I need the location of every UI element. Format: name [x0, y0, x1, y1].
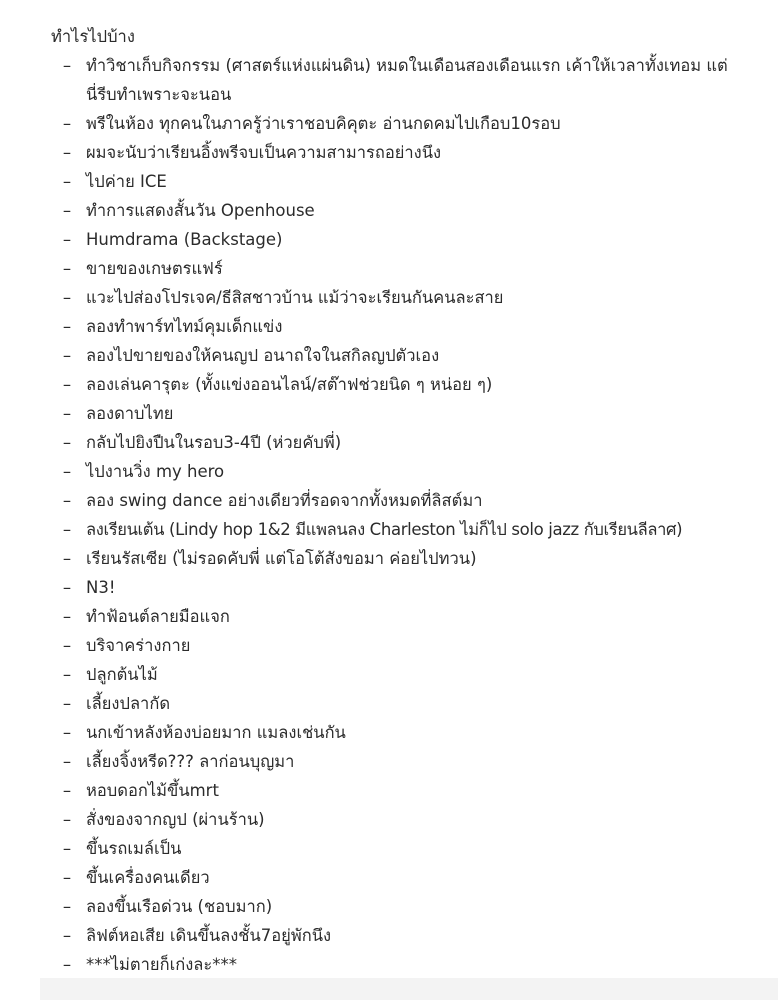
list-item-text: ลิฟต์หอเสีย เดินขึ้นลงชั้น7อยู่พักนึง [86, 926, 332, 945]
list-item-text: ***ไม่ตายก็เก่งละ*** [86, 955, 237, 974]
list-item [0, 254, 778, 283]
bullet-dash: – [62, 172, 72, 191]
bullet-dash: – [62, 868, 72, 887]
list-item-text: ปลูกต้นไม้ [86, 665, 158, 684]
list-item-text: สั่งของจากญป (ผ่านร้าน) [86, 810, 265, 829]
list-item [0, 718, 778, 747]
bullet-dash: – [62, 578, 72, 597]
list-item [0, 312, 778, 341]
list-item [0, 283, 778, 312]
list-item [0, 399, 778, 428]
bullet-dash: – [62, 491, 72, 510]
list-item-text: ไปงานวิ่ง my hero [86, 462, 225, 481]
list-item [0, 805, 778, 834]
list-item-text: ลองไปขายของให้คนญป อนาถใจในสกิลญปตัวเอง [86, 346, 440, 365]
list-item [0, 341, 778, 370]
list-item-text: ลองดาบไทย [86, 404, 174, 423]
bullet-dash: – [62, 143, 72, 162]
bullet-dash: – [62, 549, 72, 568]
list-item [0, 370, 778, 399]
activity-list [0, 51, 778, 979]
bullet-dash: – [62, 810, 72, 829]
bullet-dash: – [62, 897, 72, 916]
bottom-gray-band [40, 978, 778, 1000]
list-item-text: ลองทำพาร์ทไทม์คุมเด็กแข่ง [86, 317, 283, 336]
list-item-text: ทำฟ้อนต์ลายมือแจก [86, 607, 230, 626]
bullet-dash: – [62, 288, 72, 307]
list-item [0, 544, 778, 573]
list-item [0, 428, 778, 457]
list-item-text: พรีในห้อง ทุกคนในภาครู้ว่าเราชอบคิคุตะ อ่านกดคมไปเกือบ10รอบ [86, 114, 561, 133]
list-item-text: ลองขึ้นเรือด่วน (ชอบมาก) [86, 897, 273, 916]
list-item [0, 834, 778, 863]
list-item [0, 602, 778, 631]
list-item-text: ไปค่าย ICE [86, 172, 167, 191]
list-item [0, 921, 778, 950]
bullet-dash: – [62, 839, 72, 858]
bullet-dash: – [62, 781, 72, 800]
list-item-text: ทำการแสดงสั้นวัน Openhouse [86, 201, 315, 220]
list-item-text: ทำวิชาเก็บกิจกรรม (ศาสตร์แห่งแผ่นดิน) หมดในเดือนสองเดือนแรก เค้าให้เวลาทั้งเทอม แต่นี่รีบทำเพราะจะนอน [86, 56, 728, 104]
bullet-dash: – [62, 636, 72, 655]
list-item-text: ขึ้นเครื่องคนเดียว [86, 868, 210, 887]
list-item-text: ขายของเกษตรแฟร์ [86, 259, 223, 278]
bullet-dash: – [62, 723, 72, 742]
list-item-text: หอบดอกไม้ขึ้นmrt [86, 781, 219, 800]
list-item [0, 457, 778, 486]
bullet-dash: – [62, 752, 72, 771]
list-item [0, 863, 778, 892]
list-item-text: ลอง swing dance อย่างเดียวที่รอดจากทั้งหมดที่ลิสต์มา [86, 491, 483, 510]
bullet-dash: – [62, 520, 72, 539]
list-item [0, 196, 778, 225]
bullet-dash: – [62, 665, 72, 684]
bullet-dash: – [62, 317, 72, 336]
list-item-text: เลี้ยงจิ้งหรีด??? ลาก่อนบุญมา [86, 752, 295, 771]
list-item [0, 747, 778, 776]
list-item-text: Humdrama (Backstage) [86, 230, 283, 249]
list-item [0, 631, 778, 660]
bullet-dash: – [62, 201, 72, 220]
page-title: ทำไรไปบ้าง [51, 27, 135, 46]
list-item-text: แวะไปส่องโปรเจค/ธีสิสชาวบ้าน แม้ว่าจะเรียนกันคนละสาย [86, 288, 504, 307]
list-item [0, 776, 778, 805]
list-item [0, 689, 778, 718]
list-item [0, 892, 778, 921]
bullet-dash: – [62, 433, 72, 452]
bullet-dash: – [62, 56, 72, 75]
bullet-dash: – [62, 955, 72, 974]
list-item [0, 486, 778, 515]
bullet-dash: – [62, 346, 72, 365]
list-item-text: ลองเล่นคารุตะ (ทั้งแข่งออนไลน์/สต๊าฟช่วยนิด ๆ หน่อย ๆ) [86, 375, 493, 394]
list-item-text: ลงเรียนเต้น (Lindy hop 1&2 มีแพลนลง Charleston ไม่ก็ไป solo jazz กับเรียนลีลาศ) [86, 520, 683, 539]
list-item-text: กลับไปยิงปืนในรอบ3-4ปี (ห่วยคับพี่) [86, 433, 342, 452]
list-item-text: ผมจะนับว่าเรียนอิ้งพรีจบเป็นความสามารถอย่างนึง [86, 143, 442, 162]
list-item [0, 660, 778, 689]
list-item [0, 515, 778, 544]
bullet-dash: – [62, 926, 72, 945]
bullet-dash: – [62, 404, 72, 423]
list-item-text: เลี้ยงปลากัด [86, 694, 171, 713]
list-item [0, 573, 778, 602]
list-item [0, 138, 778, 167]
list-item-text: นกเข้าหลังห้องบ่อยมาก แมลงเช่นกัน [86, 723, 346, 742]
list-item-text: บริจาคร่างกาย [86, 636, 191, 655]
bullet-dash: – [62, 230, 72, 249]
bullet-dash: – [62, 694, 72, 713]
bullet-dash: – [62, 462, 72, 481]
list-item [0, 225, 778, 254]
bullet-dash: – [62, 607, 72, 626]
list-item [0, 109, 778, 138]
list-item-text: N3! [86, 578, 116, 597]
list-item [0, 950, 778, 979]
list-item-text: เรียนรัสเซีย (ไม่รอดคับพี่ แต่โอโต้สังขอมา ค่อยไปทวน) [86, 549, 477, 568]
list-item-text: ขึ้นรถเมล์เป็น [86, 839, 182, 858]
bullet-dash: – [62, 114, 72, 133]
bullet-dash: – [62, 375, 72, 394]
list-item [0, 167, 778, 196]
bullet-dash: – [62, 259, 72, 278]
list-item [0, 51, 778, 109]
